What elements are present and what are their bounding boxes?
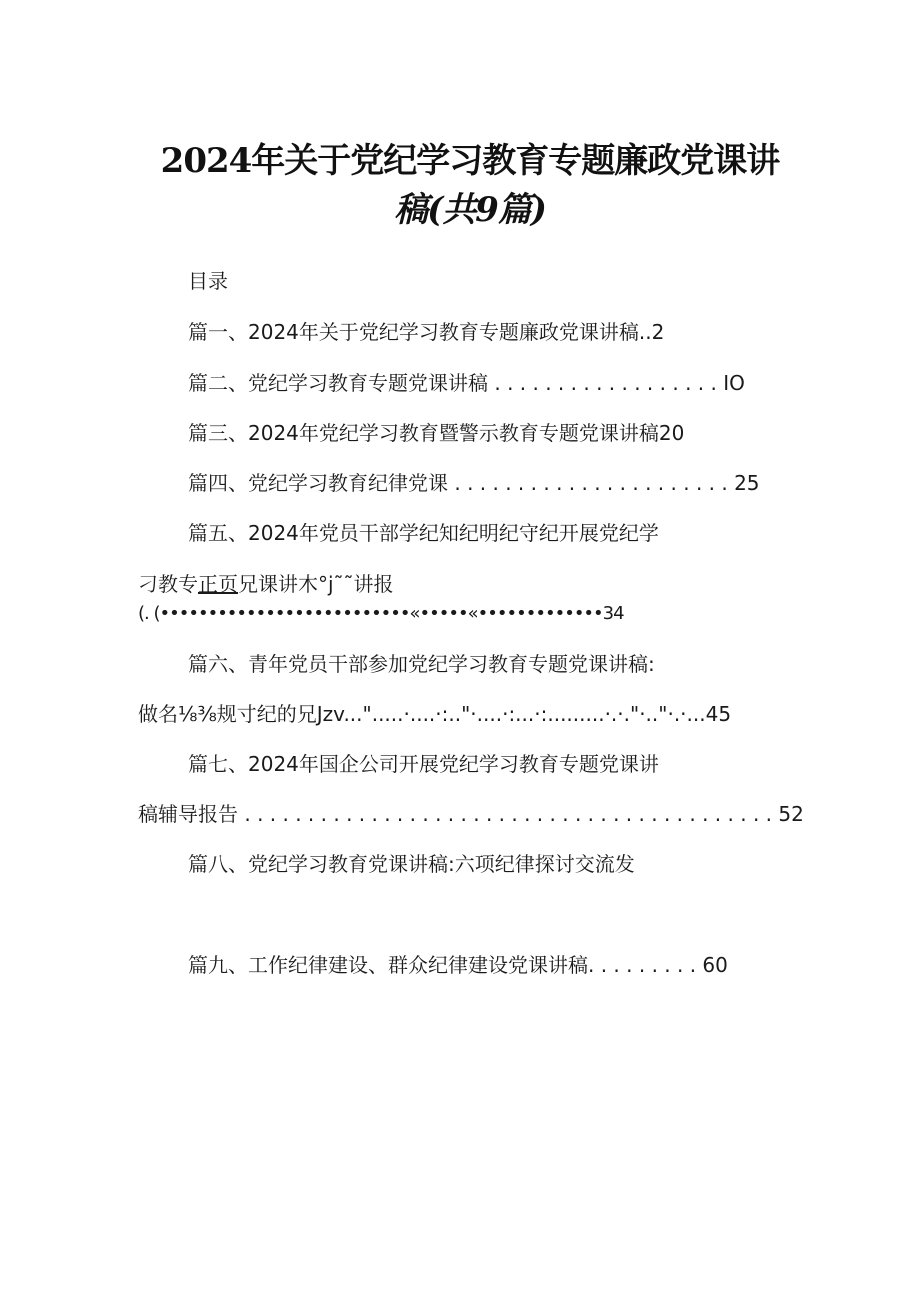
toc-item-7-line-1: 篇七、2024年国企公司开展党纪学习教育专题党课讲 bbox=[188, 752, 659, 776]
toc-item-5-line-3: (. (••••••••••••••••••••••••••«•••••«•••••••••••••34 bbox=[138, 603, 624, 624]
toc-item-4: 篇四、党纪学习教育纪律党课 . . . . . . . . . . . . . . . . . . . . . . 25 bbox=[188, 471, 760, 495]
toc-item-6-line-2: 做名⅛⅜规寸纪的兄Jzv...".....·....·:.."·....·:...·:.........·.·."·.."·.·...45 bbox=[138, 702, 732, 726]
toc-item-8: 篇八、党纪学习教育党课讲稿:六项纪律探讨交流发 bbox=[188, 852, 635, 876]
toc-item-3: 篇三、2024年党纪学习教育暨警示教育专题党课讲稿20 bbox=[188, 421, 685, 445]
toc-item-5-text-a: 刁教专 bbox=[138, 572, 198, 596]
toc-item-2: 篇二、党纪学习教育专题党课讲稿 . . . . . . . . . . . . . . . . . . IO bbox=[188, 371, 745, 395]
toc-item-7-line-2: 稿辅导报告 . . . . . . . . . . . . . . . . . . . . . . . . . . . . . . . . . . . . . . . . . . 52 bbox=[138, 802, 804, 826]
toc-item-5-line-1: 篇五、2024年党员干部学纪知纪明纪守纪开展党纪学 bbox=[188, 521, 659, 545]
toc-item-5-line-2 bbox=[138, 571, 394, 597]
toc-item-5-text-c: 兄课讲木°j˜˜讲报 bbox=[238, 572, 394, 596]
document-title-line-1: 2024年关于党纪学习教育专题廉政党课讲 bbox=[160, 141, 780, 181]
toc-item-1: 篇一、2024年关于党纪学习教育专题廉政党课讲稿..2 bbox=[188, 320, 665, 344]
toc-item-5-text-b: 正页 bbox=[198, 572, 238, 596]
toc-item-9: 篇九、工作纪律建设、群众纪律建设党课讲稿. . . . . . . . . 60 bbox=[188, 953, 728, 977]
toc-heading: 目录 bbox=[188, 269, 228, 293]
toc-item-6-line-1: 篇六、青年党员干部参加党纪学习教育专题党课讲稿: bbox=[188, 652, 655, 676]
document-title-line-2: 稿(共9篇) bbox=[394, 190, 546, 230]
